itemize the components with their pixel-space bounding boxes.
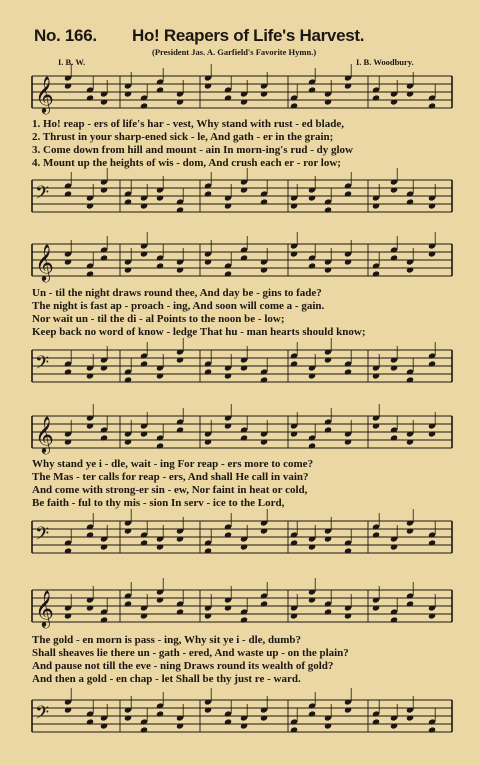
note-head [324, 535, 332, 542]
lyric-line: Un - til the night draws round thee, And day be - gins to fade? [32, 287, 322, 299]
note-head [204, 547, 212, 554]
note-head [124, 527, 132, 534]
note-head [86, 94, 94, 101]
bass-clef-icon: 𝄢 [35, 353, 50, 378]
hymn-number: No. 166. [34, 26, 97, 45]
note-head [308, 262, 316, 269]
note-head [406, 714, 414, 721]
note-head [390, 254, 398, 261]
note-head [124, 600, 132, 607]
note-head [308, 86, 316, 93]
note-head [344, 368, 352, 375]
note-head [260, 714, 268, 721]
note-head [390, 543, 398, 550]
note-head [406, 90, 414, 97]
lyric-line: Why stand ye i - dle, wait - ing For reap - ers more to come? [32, 458, 314, 470]
note-head [224, 270, 232, 277]
note-head [240, 186, 248, 193]
note-head [124, 266, 132, 273]
note-head [406, 600, 414, 607]
note-head [86, 422, 94, 429]
note-head [240, 722, 248, 729]
note-head [372, 94, 380, 101]
note-head [308, 372, 316, 379]
note-head [204, 438, 212, 445]
note-head [176, 266, 184, 273]
treble-clef-icon: 𝄞 [35, 589, 54, 627]
note-head [156, 86, 164, 93]
lyric-line: And then a gold - en chap - let Shall be thy just re - ward. [32, 673, 301, 685]
treble-staff-system-2 [32, 240, 452, 284]
note-head [390, 722, 398, 729]
note-head [428, 612, 436, 619]
note-head [290, 250, 298, 257]
note-head [64, 82, 72, 89]
lyric-line: Nor wait un - til the di - al Points to the noon be - low; [32, 313, 285, 325]
note-head [260, 198, 268, 205]
treble-staff-system-4 [32, 586, 452, 630]
note-head [344, 612, 352, 619]
note-head [240, 254, 248, 261]
note-head [344, 706, 352, 713]
lyric-line: 1. Ho! reap - ers of life's har - vest, Why stand with rust - ed blade, [32, 118, 344, 130]
note-head [260, 90, 268, 97]
note-head [240, 616, 248, 623]
note-head [344, 258, 352, 265]
note-head [428, 726, 436, 733]
note-head [406, 376, 414, 383]
note-head [176, 426, 184, 433]
bass-staff-system-4 [32, 696, 452, 740]
bass-staff-system-1 [32, 176, 452, 220]
note-head [156, 194, 164, 201]
note-head [428, 250, 436, 257]
hymn-title: Ho! Reapers of Life's Harvest. [132, 26, 365, 45]
lyric-line: 4. Mount up the heights of wis - dom, And crush each er - ror low; [32, 157, 341, 169]
note-head [372, 718, 380, 725]
lyric-line: The Mas - ter calls for reap - ers, And shall He call in vain? [32, 471, 309, 483]
note-head [406, 266, 414, 273]
note-head [176, 206, 184, 213]
note-head [290, 202, 298, 209]
note-head [428, 360, 436, 367]
note-head [390, 364, 398, 371]
lyrics-system-4 [32, 634, 452, 685]
note-head [140, 202, 148, 209]
note-head [308, 596, 316, 603]
note-head [290, 726, 298, 733]
note-head [204, 612, 212, 619]
note-head [260, 438, 268, 445]
note-head [324, 266, 332, 273]
note-head [344, 547, 352, 554]
note-head [140, 726, 148, 733]
note-head [204, 368, 212, 375]
note-head [100, 364, 108, 371]
note-head [124, 438, 132, 445]
note-head [344, 438, 352, 445]
note-head [86, 202, 94, 209]
note-head [86, 718, 94, 725]
note-head [204, 190, 212, 197]
note-head [344, 190, 352, 197]
note-head [308, 543, 316, 550]
note-head [100, 616, 108, 623]
lyric-line: And pause not till the eve - ning Draws round its wealth of gold? [32, 660, 334, 672]
note-head [140, 612, 148, 619]
lyrics-system-3 [32, 458, 452, 509]
note-head [372, 604, 380, 611]
note-head [224, 718, 232, 725]
note-head [156, 543, 164, 550]
lyric-line: And come with strong-er sin - ew, Nor faint in heat or cold, [32, 484, 308, 496]
note-head [156, 710, 164, 717]
note-head [204, 706, 212, 713]
note-head [100, 434, 108, 441]
note-head [140, 360, 148, 367]
note-head [156, 372, 164, 379]
note-head [140, 250, 148, 257]
note-head [324, 722, 332, 729]
bass-staff-system-2 [32, 346, 452, 390]
treble-clef-icon: 𝄞 [35, 75, 54, 113]
note-head [64, 706, 72, 713]
note-head [86, 531, 94, 538]
note-head [308, 442, 316, 449]
note-head [64, 368, 72, 375]
note-head [428, 539, 436, 546]
note-head [390, 616, 398, 623]
note-head [100, 543, 108, 550]
note-head [428, 202, 436, 209]
note-head [290, 539, 298, 546]
note-head [224, 94, 232, 101]
note-head [100, 254, 108, 261]
words-credit: I. B. W. [58, 57, 86, 67]
note-head [64, 258, 72, 265]
lyric-line: Be faith - ful to thy mis - sion In serv - ice to the Lord, [32, 497, 285, 509]
note-head [124, 714, 132, 721]
note-head [176, 608, 184, 615]
note-head [390, 434, 398, 441]
music-credit: I. B. Woodbury. [356, 57, 414, 67]
note-head [308, 194, 316, 201]
note-head [372, 270, 380, 277]
note-head [224, 202, 232, 209]
note-head [204, 258, 212, 265]
note-head [240, 98, 248, 105]
note-head [260, 527, 268, 534]
note-head [406, 527, 414, 534]
treble-staff-system-1 [32, 72, 452, 116]
note-head [290, 360, 298, 367]
note-head [428, 102, 436, 109]
note-head [86, 604, 94, 611]
note-head [176, 722, 184, 729]
note-head [140, 539, 148, 546]
note-head [324, 608, 332, 615]
note-head [324, 98, 332, 105]
note-head [100, 722, 108, 729]
note-head [372, 531, 380, 538]
note-head [406, 438, 414, 445]
lyric-line: 3. Come down from hill and mount - ain In morn-ing's rud - dy glow [32, 144, 353, 156]
note-head [372, 202, 380, 209]
hymn-header [34, 26, 446, 46]
note-head [86, 270, 94, 277]
bass-clef-icon: 𝄢 [35, 703, 50, 728]
hymn-subtitle: (President Jas. A. Garfield's Favorite Hymn.) [152, 47, 317, 57]
note-head [156, 262, 164, 269]
note-head [156, 596, 164, 603]
treble-clef-icon: 𝄞 [35, 243, 54, 281]
note-head [372, 422, 380, 429]
treble-staff-system-3 [32, 412, 452, 456]
note-head [140, 102, 148, 109]
note-head [140, 430, 148, 437]
note-head [290, 430, 298, 437]
note-head [100, 98, 108, 105]
note-head [224, 531, 232, 538]
note-head [260, 266, 268, 273]
bass-staff-system-3 [32, 517, 452, 561]
lyric-line: Keep back no word of know - ledge That hu - man hearts should know; [32, 326, 366, 338]
note-head [240, 543, 248, 550]
note-head [86, 372, 94, 379]
note-head [324, 206, 332, 213]
note-head [390, 186, 398, 193]
note-head [290, 102, 298, 109]
lyric-line: The gold - en morn is pass - ing, Why sit ye i - dle, dumb? [32, 634, 302, 646]
note-head [124, 198, 132, 205]
note-head [124, 90, 132, 97]
note-head [344, 82, 352, 89]
note-head [176, 356, 184, 363]
note-head [406, 198, 414, 205]
note-head [260, 600, 268, 607]
note-head [64, 438, 72, 445]
lyric-line: 2. Thrust in your sharp-ened sick - le, And gath - er in the grain; [32, 131, 334, 143]
note-head [124, 376, 132, 383]
lyric-line: Shall sheaves lie there un - gath - ered, And waste up - on the plain? [32, 647, 349, 659]
note-head [290, 612, 298, 619]
note-head [224, 422, 232, 429]
note-head [64, 612, 72, 619]
note-head [64, 190, 72, 197]
note-head [324, 426, 332, 433]
note-head [176, 98, 184, 105]
treble-clef-icon: 𝄞 [35, 415, 54, 453]
note-head [240, 364, 248, 371]
note-head [260, 376, 268, 383]
note-head [224, 372, 232, 379]
note-head [428, 430, 436, 437]
bass-clef-icon: 𝄢 [35, 524, 50, 549]
note-head [372, 372, 380, 379]
note-head [240, 434, 248, 441]
lyrics-system-2 [32, 287, 452, 338]
note-head [308, 710, 316, 717]
lyrics-system-1 [32, 118, 452, 169]
lyric-line: The night is fast ap - proach - ing, And soon will come a - gain. [32, 300, 325, 312]
note-head [224, 604, 232, 611]
note-head [176, 535, 184, 542]
note-head [390, 98, 398, 105]
note-head [156, 442, 164, 449]
note-head [64, 547, 72, 554]
note-head [204, 82, 212, 89]
note-head [100, 186, 108, 193]
bass-clef-icon: 𝄢 [35, 183, 50, 208]
note-head [324, 356, 332, 363]
